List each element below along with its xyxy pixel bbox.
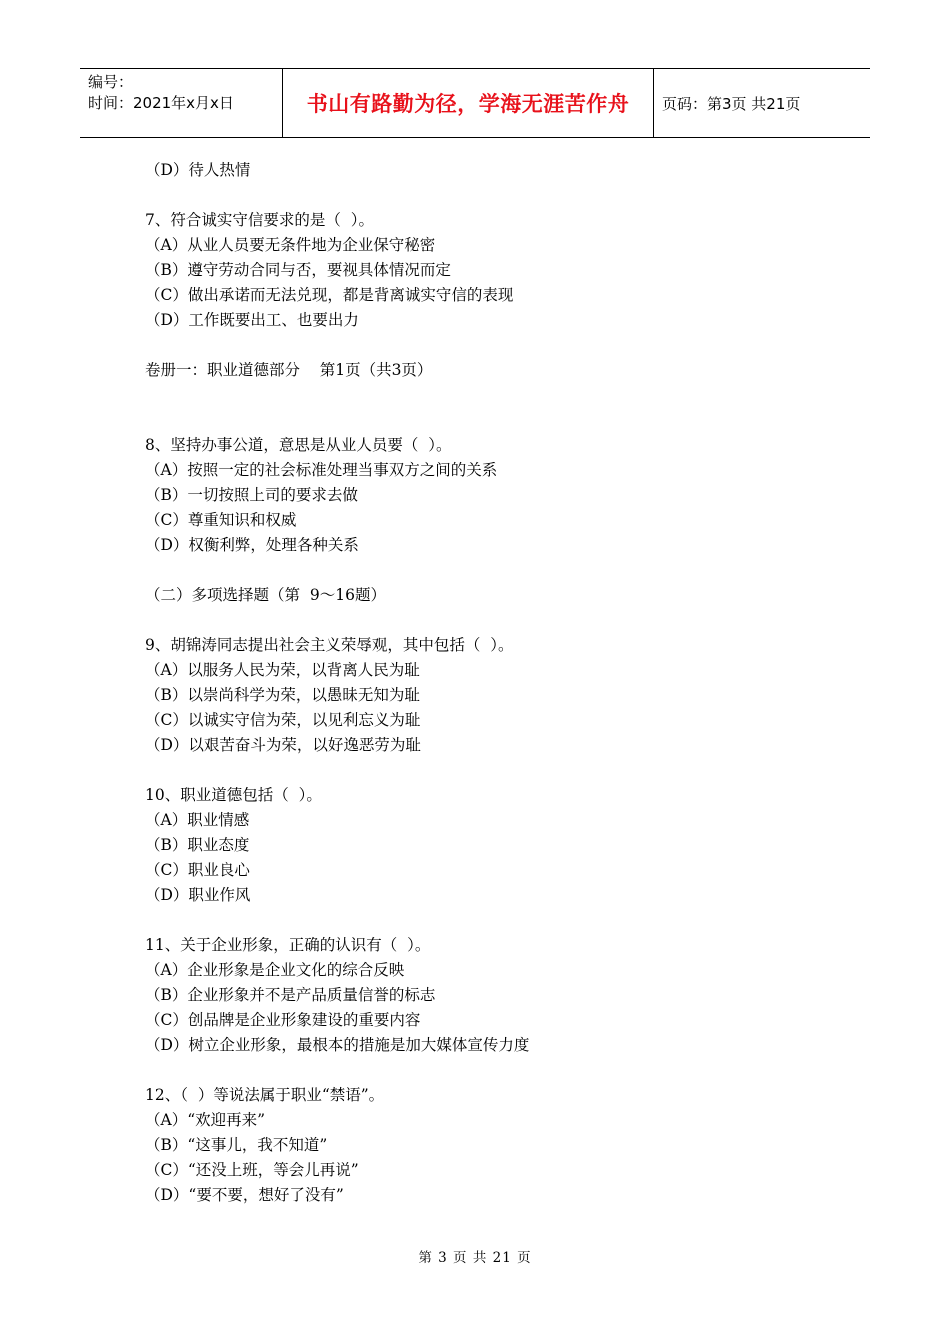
option-line: （D）工作既要出工、也要出力 (145, 311, 359, 329)
question-block (145, 1083, 845, 1208)
section-heading (145, 583, 845, 608)
question-stem: 11、关于企业形象，正确的认识有（ ）。 (145, 936, 431, 954)
question-stem: 8、坚持办事公道，意思是从业人员要（ ）。 (145, 436, 452, 454)
option-line: （B）一切按照上司的要求去做 (145, 486, 358, 504)
option-line: （C）创品牌是企业形象建设的重要内容 (145, 1011, 421, 1029)
option-line: （D）职业作风 (145, 886, 251, 904)
header-page-info: 页码：第3页 共21页 (662, 94, 801, 113)
option-line: （C）做出承诺而无法兑现，都是背离诚实守信的表现 (145, 286, 514, 304)
question-block (145, 433, 845, 558)
section-note (145, 358, 845, 383)
question-stem: 12、（ ）等说法属于职业“禁语”。 (145, 1086, 385, 1104)
option-line: （D）待人热情 (145, 161, 251, 179)
question-block (145, 933, 845, 1058)
option-line: （D）树立企业形象，最根本的措施是加大媒体宣传力度 (145, 1036, 530, 1054)
question-block (145, 783, 845, 908)
option-line: （C）职业良心 (145, 861, 250, 879)
option-line: （D）权衡利弊，处理各种关系 (145, 536, 359, 554)
option-line: （C）“还没上班，等会儿再说” (145, 1161, 359, 1179)
section-title: （二）多项选择题（第 9～16题） (145, 586, 386, 604)
option-line: （D）“要不要，想好了没有” (145, 1186, 344, 1204)
option-line: （B）以崇尚科学为荣，以愚昧无知为耻 (145, 686, 420, 704)
question-block (145, 633, 845, 758)
header-motto: 书山有路勤为径，学海无涯苦作舟 (282, 69, 654, 137)
option-line: （B）职业态度 (145, 836, 250, 854)
option-line: （A）按照一定的社会标准处理当事双方之间的关系 (145, 461, 498, 479)
option-line: （A）企业形象是企业文化的综合反映 (145, 961, 405, 979)
option-line: （A）“欢迎再来” (145, 1111, 266, 1129)
question-stem: 10、职业道德包括（ ）。 (145, 786, 322, 804)
option-line: （A）以服务人民为荣，以背离人民为耻 (145, 661, 420, 679)
volume-page-note: 卷册一：职业道德部分 第1页（共3页） (145, 361, 433, 379)
page-footer: 第 3 页 共 21 页 (418, 1250, 532, 1266)
option-line: （B）企业形象并不是产品质量信誉的标志 (145, 986, 436, 1004)
header-meta (80, 69, 282, 137)
question-block (145, 208, 845, 333)
document-date: 时间：2021年x月x日 (88, 94, 234, 112)
document-number-label: 编号： (88, 73, 134, 91)
option-line: （B）遵守劳动合同与否，要视具体情况而定 (145, 261, 451, 279)
option-line: （A）从业人员要无条件地为企业保守秘密 (145, 236, 436, 254)
option-line: （C）尊重知识和权威 (145, 511, 297, 529)
question-block (145, 158, 845, 183)
option-line: （B）“这事儿，我不知道” (145, 1136, 328, 1154)
question-stem: 9、胡锦涛同志提出社会主义荣辱观，其中包括（ ）。 (145, 636, 514, 654)
exam-content (145, 158, 845, 1208)
option-line: （A）职业情感 (145, 811, 250, 829)
option-line: （D）以艰苦奋斗为荣，以好逸恶劳为耻 (145, 736, 421, 754)
question-stem: 7、符合诚实守信要求的是（ ）。 (145, 211, 374, 229)
page-header (80, 68, 870, 138)
option-line: （C）以诚实守信为荣，以见利忘义为耻 (145, 711, 421, 729)
